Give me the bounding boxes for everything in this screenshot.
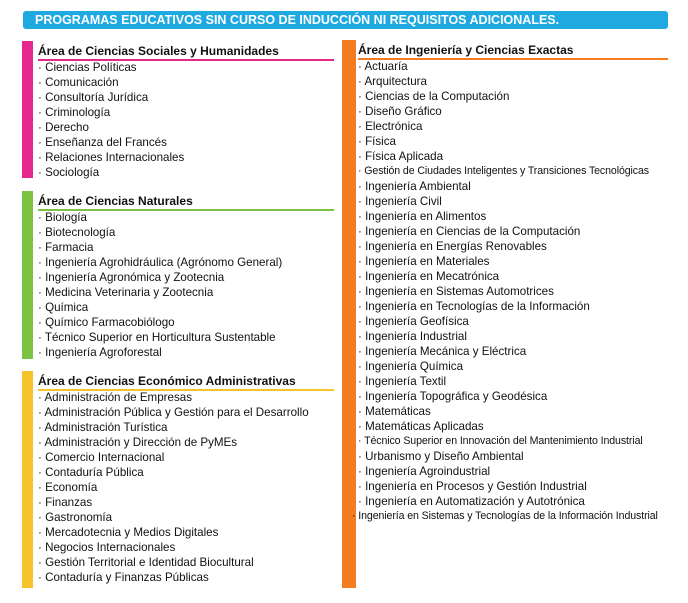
area-economico-title: Área de Ciencias Económico Administrativas — [38, 374, 296, 388]
program-item: · Matemáticas Aplicadas — [358, 420, 484, 433]
area-sociales — [22, 41, 342, 178]
program-item: · Administración Turística — [38, 421, 168, 434]
area-ingenieria-list — [352, 59, 658, 524]
program-item: · Ingeniería en Mecatrónica — [358, 270, 500, 283]
program-item: · Matemáticas — [358, 405, 431, 418]
program-item: · Ingeniería en Tecnologías de la Información — [358, 300, 590, 313]
program-item: · Economía — [38, 481, 98, 494]
program-item: · Ingeniería Ambiental — [358, 180, 471, 193]
program-item: · Comercio Internacional — [38, 451, 165, 464]
program-item: · Administración de Empresas — [38, 391, 193, 404]
program-item: · Ingeniería Química — [358, 360, 464, 373]
program-item: · Contaduría Pública — [38, 466, 144, 479]
program-item: · Comunicación — [38, 76, 119, 89]
program-item: · Ingeniería en Alimentos — [358, 210, 487, 223]
program-item: · Ciencias de la Computación — [358, 90, 510, 103]
program-item: · Mercadotecnia y Medios Digitales — [38, 526, 219, 539]
program-item: · Técnico Superior en Horticultura Sustentable — [38, 331, 276, 344]
program-item: · Arquitectura — [358, 75, 427, 88]
program-item: · Consultoría Jurídica — [38, 91, 149, 104]
program-item: · Ingeniería Agroindustrial — [358, 465, 491, 478]
program-item: · Negocios Internacionales — [38, 541, 176, 554]
program-item: · Química — [38, 301, 89, 314]
program-item: · Ingeniería en Energías Renovables — [358, 240, 547, 253]
program-item: · Urbanismo y Diseño Ambiental — [358, 450, 524, 463]
program-item: · Enseñanza del Francés — [38, 136, 167, 149]
program-item: · Ingeniería Industrial — [358, 330, 467, 343]
program-item: · Derecho — [38, 121, 89, 134]
program-item: · Física Aplicada — [358, 150, 444, 163]
area-economico — [22, 371, 342, 588]
program-item: · Ingeniería en Sistemas Automotrices — [358, 285, 554, 298]
area-naturales-color-bar — [22, 191, 33, 359]
program-item: · Sociología — [38, 166, 100, 179]
program-item: · Administración y Dirección de PyMEs — [38, 436, 238, 449]
program-item: · Física — [358, 135, 397, 148]
program-item: · Ingeniería Geofísica — [358, 315, 469, 328]
program-item: · Contaduría y Finanzas Públicas — [38, 571, 209, 584]
area-sociales-list — [38, 60, 184, 180]
program-item: · Ingeniería en Sistemas y Tecnologías de la Información Industrial — [352, 510, 658, 522]
program-item: · Ciencias Políticas — [38, 61, 137, 74]
area-ingenieria-title: Área de Ingeniería y Ciencias Exactas — [358, 43, 574, 57]
area-sociales-color-bar — [22, 41, 33, 178]
area-sociales-title: Área de Ciencias Sociales y Humanidades — [38, 44, 279, 58]
program-item: · Diseño Gráfico — [358, 105, 442, 118]
program-item: · Gestión de Ciudades Inteligentes y Transiciones Tecnológicas — [358, 165, 649, 177]
program-item: · Actuaría — [358, 60, 408, 73]
program-item: · Ingeniería Civil — [358, 195, 442, 208]
program-item: · Medicina Veterinaria y Zootecnia — [38, 286, 214, 299]
area-ingenieria — [342, 40, 672, 588]
program-item: · Técnico Superior en Innovación del Mantenimiento Industrial — [358, 435, 643, 447]
program-item: · Electrónica — [358, 120, 423, 133]
program-item: · Ingeniería Mecánica y Eléctrica — [358, 345, 527, 358]
program-item: · Relaciones Internacionales — [38, 151, 185, 164]
program-item: · Ingeniería Agronómica y Zootecnia — [38, 271, 225, 284]
program-item: · Ingeniería en Automatización y Autotrónica — [358, 495, 585, 508]
area-naturales-title: Área de Ciencias Naturales — [38, 194, 193, 208]
program-item: · Ingeniería Agrohidráulica (Agrónomo General) — [38, 256, 283, 269]
area-economico-color-bar — [22, 371, 33, 588]
area-naturales — [22, 191, 342, 359]
program-item: · Finanzas — [38, 496, 93, 509]
program-item: · Ingeniería Agroforestal — [38, 346, 162, 359]
program-item: · Criminología — [38, 106, 111, 119]
program-item: · Ingeniería Textil — [358, 375, 447, 388]
program-item: · Químico Farmacobiólogo — [38, 316, 175, 329]
program-item: · Biotecnología — [38, 226, 116, 239]
program-item: · Ingeniería Topográfica y Geodésica — [358, 390, 548, 403]
program-item: · Administración Pública y Gestión para el Desarrollo — [38, 406, 309, 419]
program-item: · Farmacia — [38, 241, 94, 254]
program-item: · Ingeniería en Procesos y Gestión Industrial — [358, 480, 587, 493]
program-item: · Biología — [38, 211, 87, 224]
program-item: · Ingeniería en Ciencias de la Computación — [358, 225, 581, 238]
area-naturales-list — [38, 210, 282, 360]
program-item: · Ingeniería en Materiales — [358, 255, 490, 268]
program-item: · Gastronomía — [38, 511, 113, 524]
area-ingenieria-color-bar — [342, 40, 356, 588]
area-economico-list — [38, 390, 309, 585]
page-banner: PROGRAMAS EDUCATIVOS SIN CURSO DE INDUCCIÓN NI REQUISITOS ADICIONALES. — [23, 11, 668, 29]
program-item: · Gestión Territorial e Identidad Biocultural — [38, 556, 254, 569]
